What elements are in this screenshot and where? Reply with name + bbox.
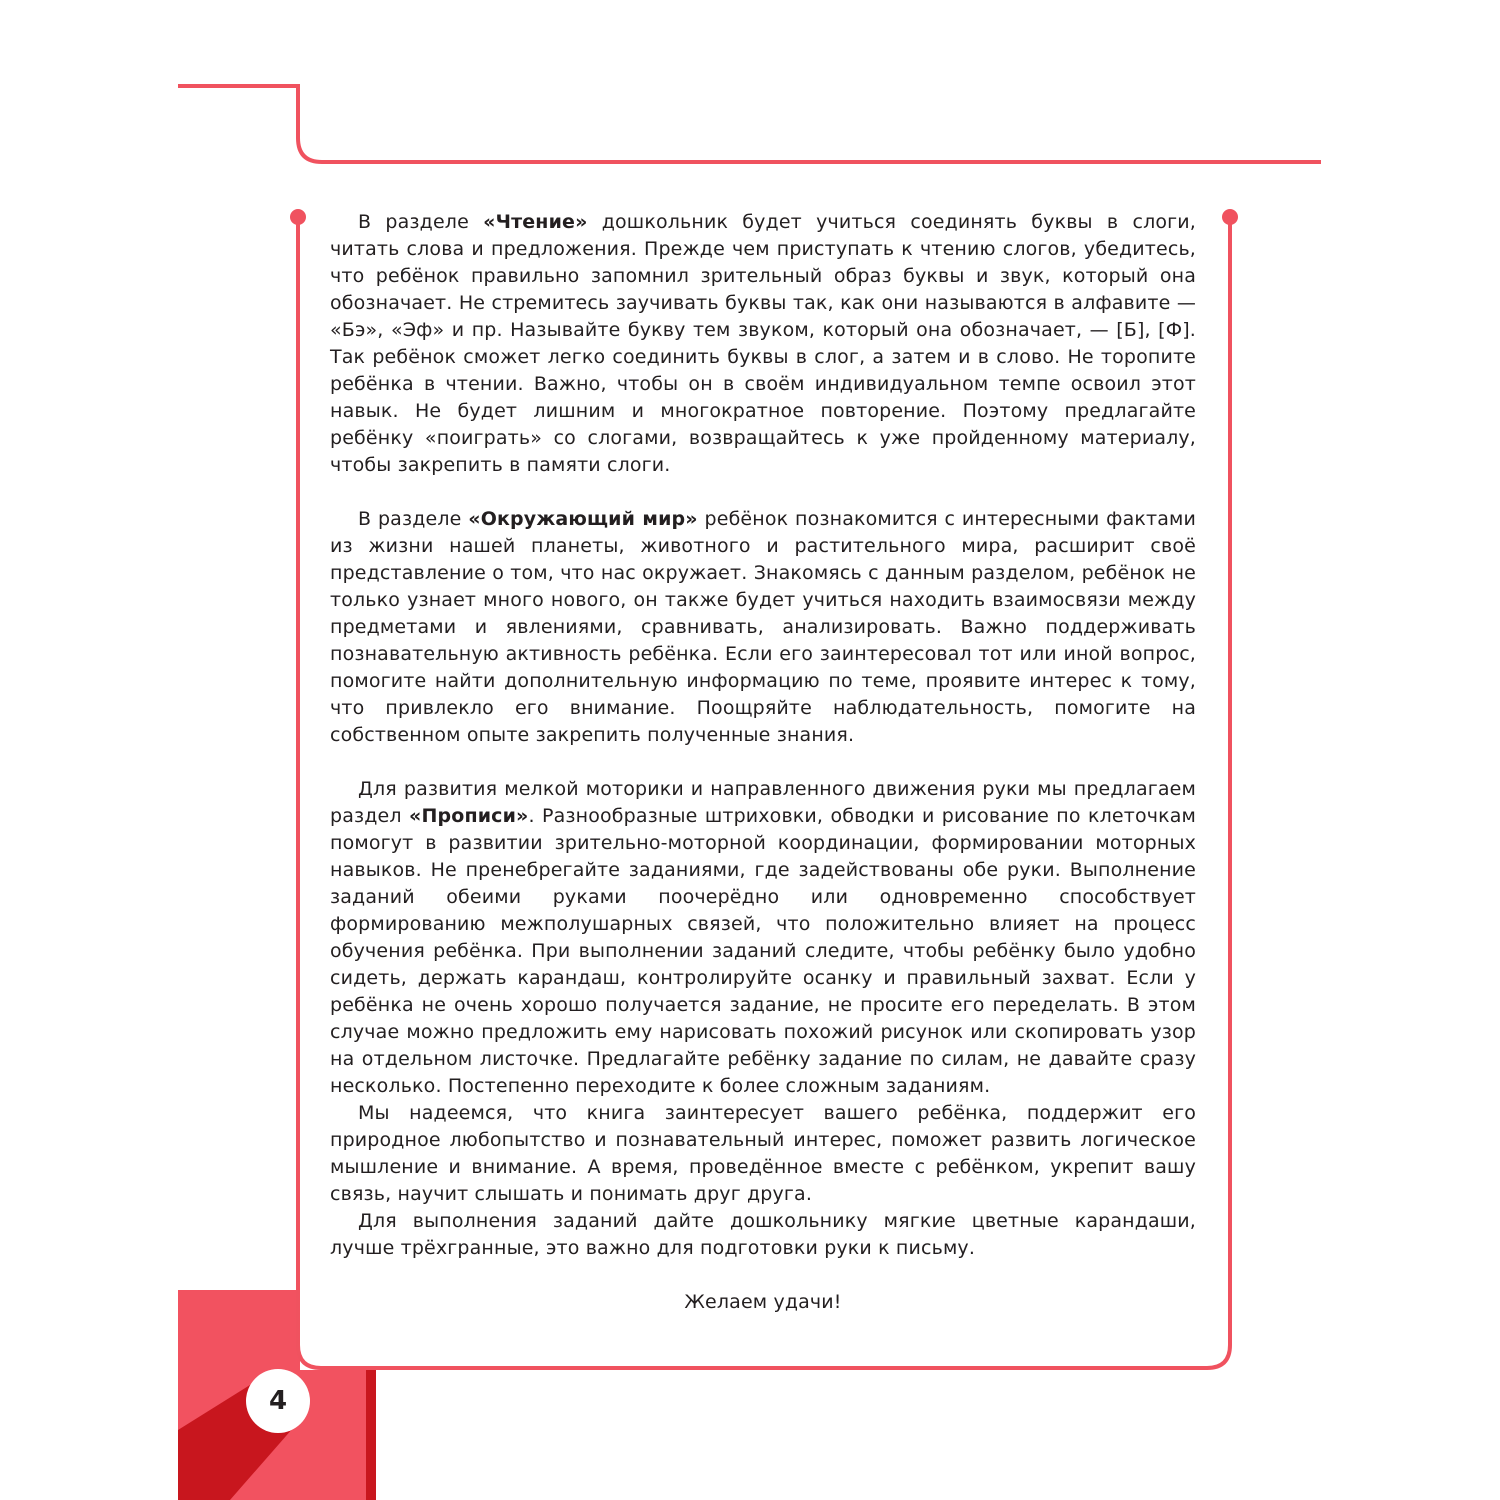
- top-tab-line: [178, 86, 1321, 162]
- section-name-handwriting: «Прописи»: [409, 805, 529, 827]
- section-name-reading: «Чтение»: [483, 211, 588, 233]
- paragraph-pencils: Для выполнения заданий дайте дошкольнику мягкие цветные карандаши, лучше трёхгранные, это важно для подготовки руки к письму.: [330, 1210, 1196, 1259]
- paragraph-reading: В разделе «Чтение» дошкольник будет учиться соединять буквы в слоги, читать слова и предложения. Прежде чем приступать к чтению слогов, убедитесь, что ребёнок правильно запомнил зрительный образ буквы и звук, который она обозначает. Не стремитесь заучивать буквы так, как они называются в алфавите — «Бэ», «Эф» и пр. Называйте букву тем звуком, который она обозначает, — [Б], [Ф]. Так ребёнок сможет легко соединить буквы в слог, а затем и в слово. Не торопите ребёнка в чтении. Важно, чтобы он в своём индивидуальном темпе освоил этот навык. Не будет лишним и многократное повторение. Поэтому предлагайте ребёнку «поиграть» со слогами, возвращайтесь к уже пройденному материалу, чтобы закрепить в памяти слоги.: [330, 211, 1196, 476]
- paragraph-hope: Мы надеемся, что книга заинтересует вашего ребёнка, поддержит его природное любопытство и познавательный интерес, поможет развить логическое мышление и внимание. А время, проведённое вместе с ребёнком, укрепит вашу связь, научит слышать и понимать друг друга.: [330, 1102, 1196, 1205]
- frame-dot-left: [290, 209, 306, 225]
- section-name-world: «Окружающий мир»: [468, 508, 698, 530]
- body-text: [330, 209, 1196, 1316]
- paragraph-handwriting: Для развития мелкой моторики и направленного движения руки мы предлагаем раздел «Прописи». Разнообразные штриховки, обводки и рисование по клеточкам помогут в развитии зрительно-моторной координации, формировании моторных навыков. Не пренебрегайте заданиями, где задействованы обе руки. Выполнение заданий обеими руками поочерёдно или одновременно способствует формированию межполушарных связей, что положительно влияет на процесс обучения ребёнка. При выполнении заданий следите, чтобы ребёнку было удобно сидеть, держать карандаш, контролируйте осанку и правильный захват. Если у ребёнка не очень хорошо получается задание, не просите его переделать. В этом случае можно предложить ему нарисовать похожий рисунок или скопировать узор на отдельном листочке. Предлагайте ребёнку задание по силам, не давайте сразу несколько. Постепенно переходите к более сложным заданиям.: [330, 778, 1196, 1097]
- corner-stripe: [300, 1370, 376, 1500]
- page-number: 4: [246, 1369, 310, 1433]
- closing-wish: Желаем удачи!: [684, 1291, 842, 1313]
- corner-stripe-dark: [366, 1370, 376, 1500]
- frame-dot-right: [1222, 209, 1238, 225]
- paragraph-world: В разделе «Окружающий мир» ребёнок познакомится с интересными фактами из жизни нашей планеты, животного и растительного мира, расширит своё представление о том, что нас окружает. Знакомясь с данным разделом, ребёнок не только узнает много нового, он также будет учиться находить взаимосвязи между предметами и явлениями, сравнивать, анализировать. Важно поддерживать познавательную активность ребёнка. Если его заинтересовал тот или иной вопрос, помогите найти дополнительную информацию по теме, проявите интерес к тому, что привлекло его внимание. Поощряйте наблюдательность, помогите на собственном опыте закрепить полученные знания.: [330, 508, 1196, 746]
